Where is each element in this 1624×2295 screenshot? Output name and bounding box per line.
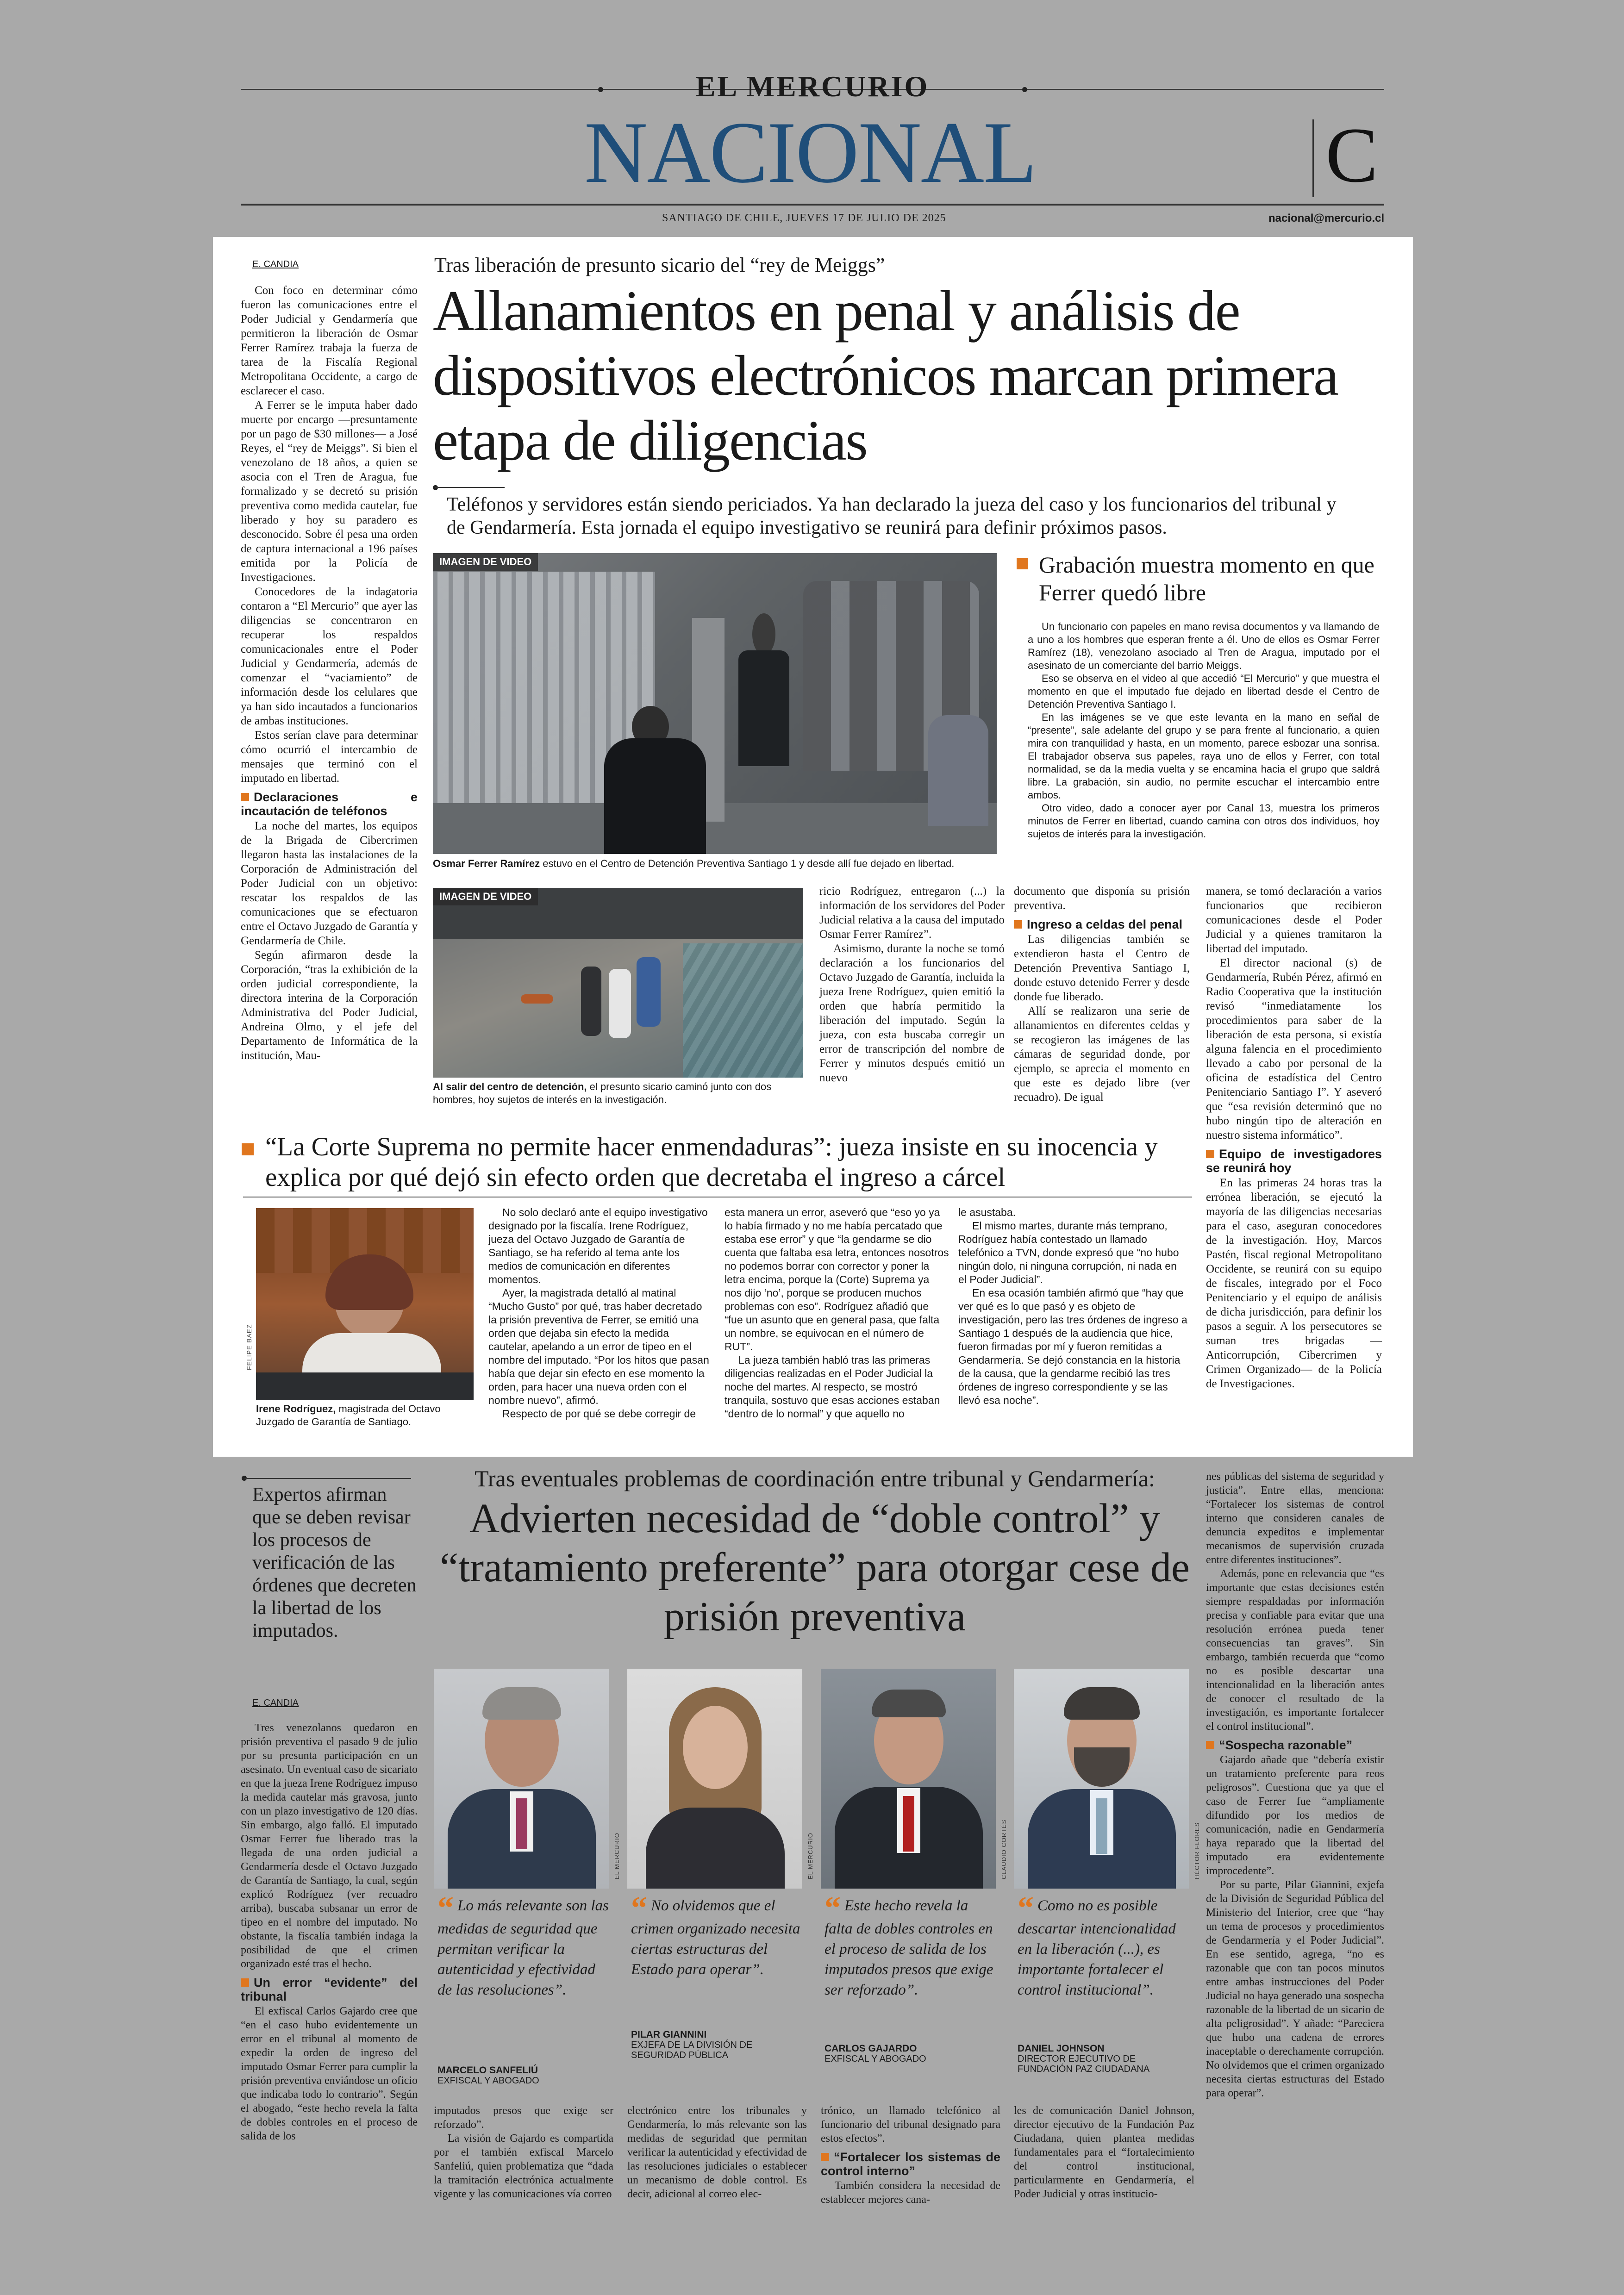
deck: Teléfonos y servidores están siendo periciados. Ya han declarado la jueza del caso y los funcionarios del tribunal y de Gendarmería. Esta jornada el equipo investigativo se reunirá para definir próximos pasos. <box>447 494 1337 538</box>
expert-photo-giannini <box>627 1669 802 1889</box>
section-email[interactable]: nacional@mercurio.cl <box>1268 212 1385 225</box>
photo-credit: FELIPE BAEZ <box>245 1324 253 1370</box>
photo-caption-2: Al salir del centro de detención, el presunto sicario caminó junto con dos hombres, hoy sujetos de interés en la investigación. <box>433 1081 772 1105</box>
photo-credit: CLAUDIO CORTÉS <box>1000 1819 1007 1879</box>
expert-quote: “ Como no es posible descartar intencionalidad en la liberación (...), es importante fortalecer el control institucional”. <box>1018 1890 1176 1998</box>
second-story-right-column: nes públicas del sistema de seguridad y justicia”. Entre ellas, menciona: “Fortalecer los sistemas de control interno que consideren canales de denuncia expeditos e implementar mecanismos de supervisión cruzada entre diferentes instituciones”. Además, pone en relevancia que “es importante que estas decisiones estén siempre respaldadas por información precisa y confiable para evitar que una resolución errónea pueda tener consecuencias tan graves”. Sin embargo, también recuerda que “como no es posible descartar una intencionalidad en la liberación antes de conocer el resultado de la investigación, es importante fortalecer el control institucional”. “Sospecha razonable” Gajardo añade que “debería existir un tratamiento preferente para reos peligrosos”. Cuestiona que ya que el caso de Ferrer fue “ampliamente difundido por los medios de comunicación, nadie en Gendarmería haya reparado que la libertad del imputado era evidentemente improcedente”. Por su parte, Pilar Giannini, exjefa de la División de Seguridad Pública del Ministerio del Interior, cree que “hay un tema de procesos y procedimientos de Gendarmería y el Poder Judicial”. En ese sentido, agrega, “no es razonable que con tan pocos minutos entre ambas instrucciones del Poder Judicial no haya generado una sospecha razonable de la libertad de un sicario de alta peligrosidad”. Y añade: “Pareciera que hubo una cadena de errores inaceptable o derechamente corrupción. No olvidemos que el crimen organizado necesita ciertas estructuras del Estado para operar”. <box>1206 1471 1384 2099</box>
section-name: NACIONAL <box>584 104 1037 201</box>
image-tag-2: IMAGEN DE VIDEO <box>433 888 538 905</box>
photo-credit: EL MERCURIO <box>807 1833 814 1879</box>
expert-photo-gajardo <box>821 1669 996 1889</box>
dateline: SANTIAGO DE CHILE, JUEVES 17 DE JULIO DE 2025 <box>662 212 946 224</box>
main-story-column-1: Con foco en determinar cómo fueron las comunicaciones entre el Poder Judicial y Gendarmería que permitieron la liberación de Osmar Ferrer Ramírez trabaja la fuerza de tarea de la Fiscalía Regional Metropolitana Occidente, a cargo de esclarecer el caso. A Ferrer se le imputa haber dado muerte por encargo —presuntamente por un pago de $30 millones— a José Reyes, el “rey de Meiggs”. Si bien el venezolano de 18 años, a quien se asocia con el Tren de Aragua, fue formalizado y se decretó su prisión preventiva como medida cautelar, fue liberado y hoy su paradero es desconocido. Sobre él pesa una orden de captura internacional a 196 países emitida por la Policía de Investigaciones. Conocedores de la indagatoria contaron a “El Mercurio” que ayer las diligencias se concentraron en recuperar los respaldos comunicacionales entre el Poder Judicial y Gendarmería, además de comenzar el “vaciamiento” de información desde los celulares que ya han sido incautados a funcionarios de ambas instituciones. Estos serían clave para determinar cómo ocurrió el intercambio de mensajes que terminó con el imputado en libertad. Declaraciones e incautación de teléfonos La noche del martes, los equipos de la Brigada de Cibercrimen llegaron hasta las instalaciones de la Corporación de Administración del Poder Judicial con un objetivo: rescatar los respaldos de las comunicaciones que se efectuaron entre el Octavo Juzgado de Garantía y Gendarmería de Chile. Según afirmaron desde la Corporación, “tras la exhibición de la orden judicial correspondiente, la directora interina de la Corporación Administrativa del Poder Judicial, Andreina Olmo, y el jefe del Departamento de Informática de la institución, Mau- <box>241 284 418 1062</box>
pullquote: Expertos afirman que se deben revisar los procesos de verificación de las órdenes que decreten la libertad de los imputados. <box>252 1484 417 1641</box>
second-story-left-column: Tres venezolanos quedaron en prisión preventiva el pasado 9 de julio por su presunta participación en un asesinato. Un eventual caso de sicariato en que la jueza Irene Rodríguez impuso la medida cautelar más gravosa, junto con un plazo investigativo de 120 días. Sin embargo, algo falló. El imputado Osmar Ferrer fue liberado tras la llegada de una orden judicial a Gendarmería desde el Octavo Juzgado de Garantía de Santiago, la cual, según explicó Rodríguez (ver recuadro arriba), buscaba subsanar un error de tipeo en el nombre del imputado. No obstante, la fiscalía también indaga la posibilidad de que el crimen organizado esté tras el hecho. Un error “evidente” del tribunal El exfiscal Carlos Gajardo cree que “en el caso hubo evidentemente un error en el tribunal al momento de expedir la orden de ingreso del imputado Osmar Ferrer para cumplir la prisión preventiva enviándose un oficio que indicaba todo lo contrario”. Según el abogado, “este hecho revela la falta de dobles controles en el proceso de salida de los <box>241 1722 418 2142</box>
judge-story-column-3: le asustaba. El mismo martes, durante más temprano, Rodríguez había contestado un llamado telefónico a TVN, donde expresó que “no hubo ningún dolo, ni ninguna corrupción, ni nada en el Poder Judicial”. En esa ocasión también afirmó que “hay que ver qué es lo que pasó y es objeto de investigación, pero las tres órdenes de ingreso a Santiago 1 después de la audiencia que hice, fueron firmadas por mí y fueron remitidas a Gendarmería. Se dejó constancia en la historia de la causa, que la gendarme recibió las tres órdenes de ingreso correspondiente y se las llevó esa noche”. <box>958 1206 1187 1406</box>
expert-photo-sanfeliu <box>434 1669 609 1889</box>
subhead: Ingreso a celdas del penal <box>1014 917 1190 931</box>
judge-photo-caption: Irene Rodríguez, magistrada del Octavo Juzgado de Garantía de Santiago. <box>256 1403 441 1428</box>
sidebar-box-title: Grabación muestra momento en que Ferrer quedó libre <box>1039 552 1374 605</box>
photo-caption: Osmar Ferrer Ramírez estuvo en el Centro de Detención Preventiva Santiago 1 y desde allí fue dejado en libertad. <box>433 858 955 869</box>
main-story-column-3: documento que disponía su prisión preventiva. Ingreso a celdas del penal Las diligencias también se extendieron hasta el Centro de Detención Preventiva Santiago I, donde estuvo detenido Ferrer y desde donde fue liberado. Allí se realizaron una serie de allanamientos en diferentes celdas y se recogieron las imágenes de las cámaras de seguridad donde, por ejemplo, se aprecia el momento en que este es dejado libre (ver recuadro). De igual <box>1014 885 1190 1104</box>
photo-credit: HÉCTOR FLORES <box>1193 1822 1200 1879</box>
photo-credit: EL MERCURIO <box>613 1833 620 1879</box>
second-story-column-4: les de comunicación Daniel Johnson, director ejecutivo de la Fundación Paz Ciudadana, quien plantea medidas fundamentales para el “fortalecimiento del control institucional, particularmente en Gendarmería, el Poder Judicial y otras institucio- <box>1014 2105 1194 2200</box>
byline-2: E. CANDIA <box>252 1698 299 1708</box>
judge-photo <box>256 1208 474 1400</box>
expert-name: MARCELO SANFELIÚ EXFISCAL Y ABOGADO <box>437 2065 539 2086</box>
kicker-2: Tras eventuales problemas de coordinación entre tribunal y Gendarmería: <box>475 1466 1155 1491</box>
expert-quote: “ Este hecho revela la falta de dobles controles en el proceso de salida de los imputados presos que exige ser reforzado”. <box>824 1890 993 1998</box>
second-story-column-2: electrónico entre los tribunales y Gendarmería, lo más relevante son las medidas de seguridad que permitan verificar la autenticidad y efectividad de las resoluciones judiciales o establecer un mecanismo de doble control. Es decir, adicional al correo elec- <box>627 2105 807 2200</box>
judge-story-marker <box>242 1143 254 1155</box>
judge-story-headline: “La Corte Suprema no permite hacer enmendaduras”: jueza insiste en su inocencia y explica por qué dejó sin efecto orden que decretaba el ingreso a cárcel <box>265 1132 1158 1192</box>
second-story-column-1: imputados presos que exige ser reforzado”. La visión de Gajardo es compartida por el también exfiscal Marcelo Sanfeliú, quien problematiza que “dada la tramitación electrónica actualmente vigente y las comunicaciones vía correo <box>434 2105 613 2200</box>
byline: E. CANDIA <box>252 259 299 269</box>
section-letter: C <box>1325 112 1378 199</box>
paper-name: EL MERCURIO <box>695 70 930 103</box>
expert-name: DANIEL JOHNSON DIRECTOR EJECUTIVO DE FUNDACIÓN PAZ CIUDADANA <box>1018 2043 1150 2074</box>
image-tag: IMAGEN DE VIDEO <box>433 553 538 571</box>
second-story-column-3: trónico, un llamado telefónico al funcionario del tribunal designado para estos efectos”. “Fortalecer los sistemas de control interno” También considera la necesidad de establecer mejores cana- <box>821 2105 1000 2206</box>
judge-story-column-2: esta manera un error, aseveró que “eso yo ya lo había firmado y no me había percatado que estaba ese error” y que “la gendarme se dio cuenta que faltaba esa letra, entonces nosotros no podemos borrar con corrector y poner la letra encima, porque la (Corte) Suprema ya nos dijo ‘no’, porque se producen muchos problemas con eso”. Rodríguez añadió que “fue un asunto que en general pasa, que falta un nombre, se equivocan en el número de RUT”. La jueza también habló tras las primeras diligencias realizadas en el Poder Judicial la noche del martes. Al respecto, se mostró tranquila, sostuvo que esas acciones estaban “dentro de lo normal” y que aquello no <box>725 1206 949 1420</box>
headline-2: Advierten necesidad de “doble control” y “tratamiento preferente” para otorgar cese de prisión preventiva <box>440 1496 1190 1640</box>
sidebar-box-marker <box>1017 558 1028 569</box>
expert-quote: “ No olvidemos que el crimen organizado necesita ciertas estructuras del Estado para operar”. <box>631 1890 800 1978</box>
deck-rule <box>435 487 505 488</box>
video-still-penal <box>433 553 997 854</box>
subhead: Declaraciones e incautación de teléfonos <box>241 790 418 818</box>
headline: Allanamientos en penal y análisis de dispositivos electrónicos marcan primera etapa de diligencias <box>433 279 1338 472</box>
pullquote-rule <box>244 1478 411 1479</box>
subhead: Equipo de investigadores se reunirá hoy <box>1206 1147 1382 1175</box>
masthead-divider-vertical <box>1312 119 1314 197</box>
masthead-dot-right <box>1022 87 1027 92</box>
main-story-column-2: ricio Rodríguez, entregaron (...) la información de los servidores del Poder Judicial relativa a la causa del imputado Osmar Ferrer Ramírez”. Asimismo, durante la noche se tomó declaración a los funcionarios del Octavo Juzgado de Garantía, incluida la jueza Irene Rodríguez, quien emitió la orden que habría permitido la liberación del imputado. Según la jueza, con esta buscaba corregir un error de transcripción del nombre de Ferrer y minutos después emitió un nuevo <box>819 885 1005 1084</box>
subhead: “Sospecha razonable” <box>1206 1738 1384 1752</box>
subhead: Un error “evidente” del tribunal <box>241 1976 418 2003</box>
kicker: Tras liberación de presunto sicario del “rey de Meiggs” <box>434 254 885 276</box>
masthead-dot-left <box>598 87 603 92</box>
expert-quote: “ Lo más relevante son las medidas de seguridad que permitan verificar la autenticidad y efectividad de las resoluciones”. <box>437 1890 609 1998</box>
expert-photo-johnson <box>1014 1669 1189 1889</box>
main-story-column-4: manera, se tomó declaración a varios funcionarios que recibieron comunicaciones desde el Poder Judicial y a quienes tramitaron la libertad del imputado. El director nacional (s) de Gendarmería, Rubén Pérez, afirmó en Radio Cooperativa que la institución revisó “inmediatamente los procedimientos para saber de la liberación de esta persona, si existía alguna falencia en el procedimiento llevado a cabo por personal de la oficina de estadística del Centro Penitenciario Santiago I”. Y aseveró que “esa revisión determinó que no hubo ningún tipo de alteración en nuestro sistema informático”. Equipo de investigadores se reunirá hoy En las primeras 24 horas tras la errónea liberación, se ejecutó la mayoría de las diligencias necesarias para el caso, aseguran conocedores de la investigación. Hoy, Marcos Pastén, fiscal regional Metropolitano Occidente, se reunirá con su equipo de fiscales, integrado por el Foco Penitenciario y el equipo de análisis de dicha jurisdicción, para definir los pasos a seguir. A los persecutores se suman tres brigadas —Anticorrupción, Cibercrimen y Crimen Organizado— de la Policía de Investigaciones. <box>1206 885 1382 1390</box>
judge-story-column-1: No solo declaró ante el equipo investigativo designado por la fiscalía. Irene Rodríguez, jueza del Octavo Juzgado de Garantía de Santiago, se ha referido al tema ante los medios de comunicación en diferentes momentos. Ayer, la magistrada detalló al matinal “Mucho Gusto” por qué, tras haber decretado la prisión preventiva de Ferrer, se emitió una orden que dejaba sin efecto la medida cautelar, apelando a un error de tipeo en el nombre del imputado. “Por los hitos que pasan había que dejar sin efecto en ese momento la orden, para hacer una nueva orden con el nombre nuevo”, afirmó. Respecto de por qué se debe corregir de <box>488 1206 709 1420</box>
expert-name: PILAR GIANNINI EXJEFA DE LA DIVISIÓN DE SEGURIDAD PÚBLICA <box>631 2029 753 2060</box>
video-still-street <box>433 888 803 1078</box>
subhead: “Fortalecer los sistemas de control interno” <box>821 2150 1000 2178</box>
expert-name: CARLOS GAJARDO EXFISCAL Y ABOGADO <box>824 2043 926 2064</box>
masthead-bottom-rule <box>241 204 1384 206</box>
sidebar-box-body: Un funcionario con papeles en mano revisa documentos y va llamando de a uno a los hombres que esperan frente a él. Uno de ellos es Osmar Ferrer Ramírez (18), venezolano asociado al Tren de Aragua, imputado por el asesinato de un comerciante del barrio Meiggs. Eso se observa en el video al que accedió “El Mercurio” y que muestra el momento en que el imputado fue dejado en libertad desde el Centro de Detención Preventiva Santiago I. En las imágenes se ve que este levanta en la mano en señal de “presente”, sale adelante del grupo y se para frente al funcionario, a quien mira con tranquilidad y hasta, en un momento, parece esbozar una sonrisa. El trabajador observa sus papeles, raya uno de ellos y Ferrer, con total normalidad, se da la media vuelta y se encamina hacia el grupo que saldrá libre. La grabación, sin audio, no permite escuchar el intercambio entre ambos. Otro video, dado a conocer ayer por Canal 13, muestra los primeros minutos de Ferrer en libertad, cuando camina con otros dos individuos, hoy sujetos de interés para la investigación. <box>1028 621 1380 840</box>
